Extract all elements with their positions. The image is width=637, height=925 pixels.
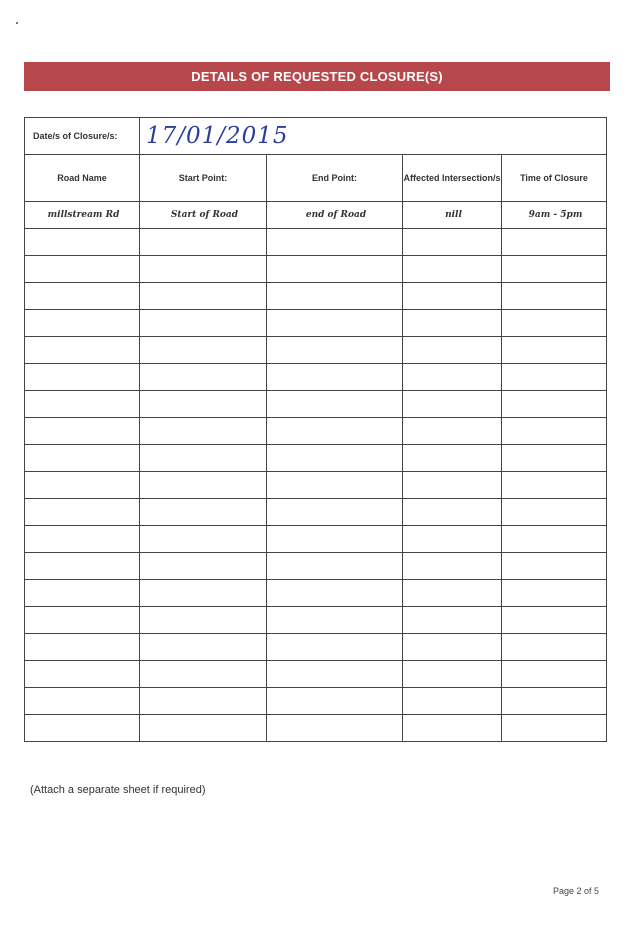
section-title: DETAILS OF REQUESTED CLOSURE(S) — [191, 69, 443, 84]
table-cell[interactable] — [267, 580, 403, 607]
table-cell[interactable] — [267, 688, 403, 715]
table-cell[interactable] — [25, 337, 140, 364]
table-cell[interactable] — [25, 310, 140, 337]
table-row — [25, 715, 607, 742]
table-cell[interactable] — [267, 337, 403, 364]
table-cell[interactable] — [502, 580, 607, 607]
table-cell[interactable] — [502, 391, 607, 418]
table-row — [25, 553, 607, 580]
date-field[interactable] — [140, 118, 607, 155]
table-cell[interactable] — [502, 283, 607, 310]
table-cell[interactable] — [403, 553, 502, 580]
table-cell[interactable] — [140, 445, 267, 472]
table-cell[interactable] — [502, 445, 607, 472]
column-header: Time of Closure — [502, 155, 607, 202]
table-cell[interactable] — [502, 499, 607, 526]
table-cell[interactable] — [140, 364, 267, 391]
table-cell[interactable] — [140, 715, 267, 742]
table-cell[interactable] — [267, 715, 403, 742]
table-cell[interactable] — [140, 418, 267, 445]
table-cell[interactable] — [502, 229, 607, 256]
table-row — [25, 364, 607, 391]
table-cell[interactable] — [267, 445, 403, 472]
table-cell[interactable] — [140, 256, 267, 283]
table-cell[interactable]: nill — [403, 202, 502, 229]
table-cell[interactable]: end of Road — [267, 202, 403, 229]
table-row — [25, 607, 607, 634]
table-cell[interactable] — [502, 337, 607, 364]
table-cell[interactable] — [25, 688, 140, 715]
table-cell[interactable] — [267, 472, 403, 499]
table-cell[interactable] — [25, 229, 140, 256]
table-row — [25, 256, 607, 283]
page-number: Page 2 of 5 — [552, 886, 599, 896]
table-cell[interactable] — [502, 418, 607, 445]
column-header: End Point: — [267, 155, 403, 202]
table-cell[interactable] — [403, 634, 502, 661]
table-row — [25, 472, 607, 499]
table-cell[interactable] — [403, 472, 502, 499]
table-cell[interactable] — [267, 256, 403, 283]
table-cell[interactable] — [502, 364, 607, 391]
table-cell[interactable] — [140, 526, 267, 553]
column-header: Road Name — [25, 155, 140, 202]
table-cell[interactable] — [267, 391, 403, 418]
table-cell[interactable] — [140, 283, 267, 310]
table-cell[interactable] — [25, 472, 140, 499]
table-cell[interactable] — [403, 661, 502, 688]
table-row — [25, 283, 607, 310]
table-cell[interactable] — [403, 229, 502, 256]
table-cell[interactable] — [502, 688, 607, 715]
table-cell[interactable] — [140, 661, 267, 688]
table-cell[interactable] — [25, 661, 140, 688]
table-cell[interactable] — [267, 661, 403, 688]
table-row — [25, 310, 607, 337]
table-cell[interactable]: 9am - 5pm — [502, 202, 607, 229]
table-cell[interactable] — [267, 418, 403, 445]
table-row — [25, 418, 607, 445]
table-row — [25, 391, 607, 418]
column-header-row — [25, 155, 607, 202]
table-cell[interactable] — [403, 310, 502, 337]
table-cell[interactable]: Start of Road — [140, 202, 267, 229]
table-row — [25, 499, 607, 526]
table-cell[interactable] — [502, 661, 607, 688]
table-cell[interactable] — [25, 634, 140, 661]
table-row — [25, 337, 607, 364]
table-cell[interactable] — [502, 634, 607, 661]
table-cell[interactable] — [267, 364, 403, 391]
table-row — [25, 661, 607, 688]
table-cell[interactable] — [140, 310, 267, 337]
table-cell[interactable] — [140, 472, 267, 499]
table-cell[interactable] — [267, 229, 403, 256]
table-cell[interactable] — [502, 310, 607, 337]
table-cell[interactable] — [25, 418, 140, 445]
table-cell[interactable] — [502, 256, 607, 283]
date-label: Date/s of Closure/s: — [25, 118, 140, 155]
section-banner — [24, 62, 610, 91]
table-cell[interactable] — [140, 688, 267, 715]
table-cell[interactable] — [140, 337, 267, 364]
table-cell[interactable] — [267, 526, 403, 553]
table-cell[interactable] — [25, 499, 140, 526]
table-cell[interactable] — [403, 391, 502, 418]
table-cell[interactable] — [267, 634, 403, 661]
table-cell[interactable] — [403, 526, 502, 553]
table-cell[interactable] — [403, 688, 502, 715]
table-cell[interactable] — [403, 364, 502, 391]
table-cell[interactable] — [267, 499, 403, 526]
table-cell[interactable] — [25, 364, 140, 391]
table-cell[interactable] — [140, 499, 267, 526]
table-cell[interactable] — [403, 715, 502, 742]
table-row — [25, 202, 607, 229]
column-header: Start Point: — [140, 155, 267, 202]
table-cell[interactable] — [502, 553, 607, 580]
table-row — [25, 445, 607, 472]
table-cell[interactable] — [403, 445, 502, 472]
column-header: Affected Intersection/s — [403, 155, 502, 202]
table-cell[interactable] — [25, 607, 140, 634]
attach-note: (Attach a separate sheet if required) — [30, 784, 206, 796]
table-cell[interactable] — [502, 526, 607, 553]
table-cell[interactable] — [140, 391, 267, 418]
table-cell[interactable] — [502, 472, 607, 499]
table-cell[interactable] — [502, 607, 607, 634]
table-cell[interactable] — [502, 715, 607, 742]
table-cell[interactable] — [140, 553, 267, 580]
table-cell[interactable] — [403, 580, 502, 607]
date-row — [25, 118, 607, 155]
table-cell[interactable] — [403, 418, 502, 445]
table-cell[interactable] — [25, 553, 140, 580]
table-cell[interactable] — [267, 607, 403, 634]
table-row — [25, 229, 607, 256]
date-value: 17/01/2015 — [146, 123, 289, 149]
table-row — [25, 526, 607, 553]
table-cell[interactable] — [267, 553, 403, 580]
table-cell[interactable] — [25, 283, 140, 310]
table-row — [25, 580, 607, 607]
table-cell[interactable]: millstream Rd — [25, 202, 140, 229]
table-cell[interactable] — [267, 283, 403, 310]
table-cell[interactable] — [140, 580, 267, 607]
table-cell[interactable] — [25, 526, 140, 553]
table-cell[interactable] — [25, 580, 140, 607]
table-cell[interactable] — [267, 310, 403, 337]
table-row — [25, 688, 607, 715]
closure-details-table — [24, 117, 607, 742]
table-cell[interactable] — [403, 607, 502, 634]
scan-mark — [16, 22, 18, 24]
table-cell[interactable] — [25, 715, 140, 742]
table-cell[interactable] — [403, 256, 502, 283]
table-row — [25, 634, 607, 661]
table-cell[interactable] — [25, 445, 140, 472]
table-cell[interactable] — [140, 607, 267, 634]
table-cell[interactable] — [25, 256, 140, 283]
table-cell[interactable] — [140, 634, 267, 661]
table-cell[interactable] — [140, 229, 267, 256]
table-cell[interactable] — [403, 283, 502, 310]
table-cell[interactable] — [25, 391, 140, 418]
table-cell[interactable] — [403, 499, 502, 526]
table-cell[interactable] — [403, 337, 502, 364]
